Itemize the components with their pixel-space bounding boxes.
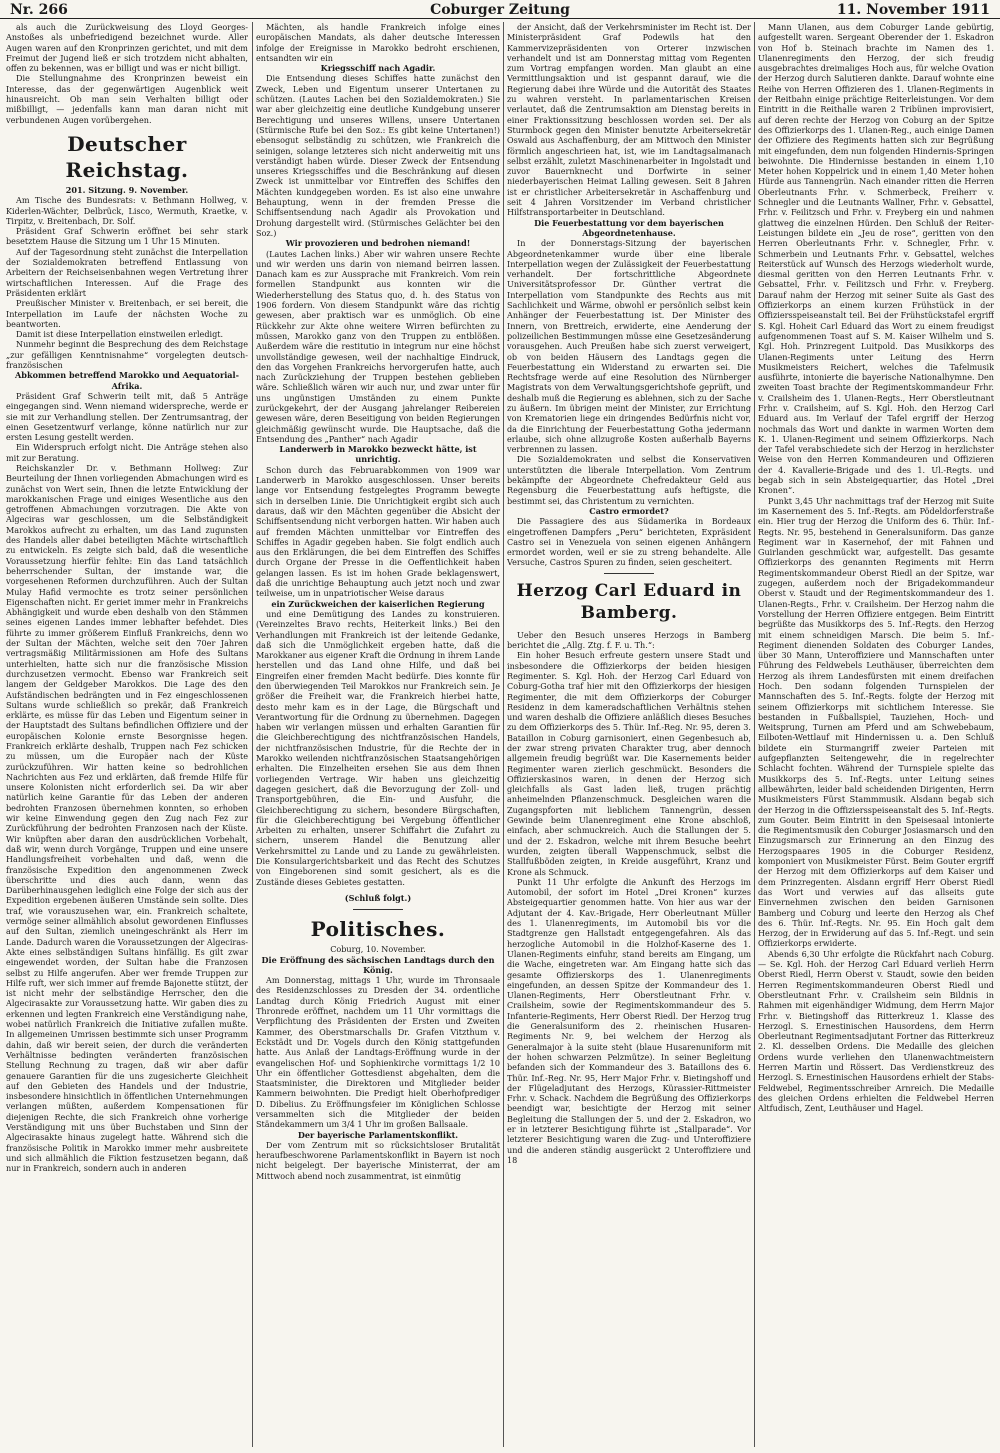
subheading: Kriegsschiff nach Agadir. (320, 63, 436, 74)
paragraph: Preußischer Minister v. Breitenbach, er sei bereit, die Interpellation im Laufe der nächsten Woche zu beantworten. (6, 298, 248, 329)
section-heading-reichstag: Deutscher Reichstag. (65, 131, 189, 182)
paragraph: der Ansicht, daß der Verkehrsminister im Recht ist. Der Ministerpräsident Graf Podewils hat den Kammervizepräsidenten von Orterer inzwischen verhandelt und ist am Donnerstag mittag vom Regenten zum Vortrag empfangen worden. Man glaubt an eine Vermittlungsaktion und ist gespannt darauf, wie die Regierung dabei ihre Würde und die Autorität des Staates zu wahren versteht. In parlamentarischen Kreisen verlautet, daß die Zentrumsaktion am Dienstag bereits in einer Fraktionssitzung beschlossen worden sei. Der als Sturmbock gegen den Minister benutzte Arbeitersekretär Oswald aus Aschaffenburg, der am Mittwoch den Minister förmlich angeschrieen hat, ist, wie im Landtagsalmanach selbst erzählt, zuletzt Maschinenarbeiter in Ingolstadt und zuvor Bauernknecht und Dorfwirte in seiner niederbayerischen Heimat Lalling gewesen. Seit 8 Jahren ist er christlicher Arbeitersekretär in Aschaffenburg und seit 4 Jahren Vorsitzender im Verband christlicher Hilfstransportarbeiter in Deutschland. (507, 22, 751, 218)
section-heading-herzog: Herzog Carl Eduard in Bamberg. (516, 580, 742, 623)
paragraph: Punkt 3,45 Uhr nachmittags traf der Herzog mit Suite im Kasernement des 5. Inf.-Regts. am Pödeldorferstraße ein. Hier trug der Herzog die Uniform des 6. Thür. Inf.-Regts. Nr. 95, bestehend in Generalsuniform. Das ganze Regiment war in Kasernehof, der mit Fahnen und Guirlanden geschmückt war, aufgestellt. Das gesamte Offizierkorps des genannten Regiments mit Herrn Regimentskommandeur Oberst Riedl an der Spitze, war zugegen, außerdem noch der Brigadekommandeur Oberst v. Staudt und der Regimentskommandeur des 1. Ulanen-Regts., Frhr. v. Crailsheim. Der Herzog nahm die Vorstellung der Herren Offiziere entgegen. Beim Eintritt begrüßte das Musikkorps des 5. Inf.-Regts. den Herzog mit einem schneidigen Marsch. Die beim 5. Inf.-Regiment dienenden Soldaten des Coburger Landes, über 30 Mann, Unteroffiziere und Mannschaften unter Führung des Feldwebels Leuthäuser, überreichten dem Herzog als ihrem Landesfürsten mit einem dreifachen Hoch. Den sodann folgenden Turnspielen der Mannschaften des 5. Inf.-Regts. folgte der Herzog mit seinem Offizierkorps mit sichtlichem Interesse. Sie bestanden in Fußballspiel, Tauziehen, Hoch- und Weitsprung, Turnen am Pferd und am Schwebebaum, Eilboten-Wettlauf mit Hindernissen u. a. Den Schluß bildete ein Sturmangriff zweier Parteien mit aufgepflanzten Seitengewehr, die in regelrechter Schlacht fochten. Während der Turnspiele spielte das Musikkorps des 5. Inf.-Regts. unter Leitung seines allbewährten, leider bald scheidenden Dirigenten, Herrn Musikmeisters Fürst Stammmusik. Alsdann begab sich der Herzog in die Offiziersspeiseanstalt des 5. Inf.-Regts. zum Gouter. Beim Eintritt in den Speisesaal intonierte die Regimentsmusik den Coburger Josiasmarsch und den Einzugsmarsch zur Erinnerung an den Einzug des Herzogspaares 1905 in die Coburger Residenz, komponiert von Musikmeister Fürst. Beim Gouter ergriff der Herzog mit dem Offizierkorps auf dem Kaiser und dem Prinzregenten. Alsdann ergriff Herr Oberst Riedl das Wort und verwies auf das allseits gute Einvernehmen zwischen den beiden Garnisonen Bamberg und Coburg und leerte den Herzog als Chef des 6. Thür. Inf.-Regts. Nr. 95. Ein Hoch galt dem Herzog, der in Erwiderung auf das 5. Inf.-Regt. und sein Offizierkorps erwiderte. (758, 495, 994, 949)
paragraph: Mächten, als handle Frankreich infolge eines europäischen Mandats, als daher deutsche Interessen infolge der Ereignisse in Marokko bedroht erschienen, entsandten wir ein (256, 22, 500, 63)
subheading: Die Eröffnung des sächsischen Landtags durch den König. (261, 954, 495, 975)
paragraph: Am Donnerstag, mittags 1 Uhr, wurde im Thronsaale des Residenzschlosses zu Dresden der 34. ordentliche Landtag durch König Friedrich August mit einer Thronrede eröffnet, nachdem um 11 Uhr vormittags die Verpflichtung des Präsidenten der Ersten und Zweiten Kammer, des Oberstmarschalls Dr. Grafen Vitzthum v. Eckstädt und Dr. Vogels durch den König stattgefunden hatte. Aus Anlaß der Landtags-Eröffnung wurde in der evangelischen Hof- und Sophienkirche vormittags 1/2 10 Uhr ein öffentlicher Gottesdienst abgehalten, dem die Staatsminister, die Direktoren und Mitglieder beider Kammern beiwohnten. Die Predigt hielt Oberhofprediger D. Dibelius. Zu Eröffnungsfeier im Königlichen Schlosse versammelten sich die Mitglieder der beiden Ständekammern um 3/4 1 Uhr im großen Ballsaale. (256, 975, 500, 1130)
paragraph: Die Passagiere des aus Südamerika in Bordeaux eingetroffenen Dampfers „Peru“ berichteten, Expräsident Castro sei in Venezuela von seinen eigenen Anhängern ermordet worden, weil er sie zu streng behandelte. Alle Versuche, Castros Spuren zu finden, seien gescheitert. (507, 516, 751, 568)
paragraph: Am Tische des Bundesrats: v. Bethmann Hollweg, v. Kiderlen-Wächter, Delbrück, Lisco, Wermuth, Kraetke, v. Tirpitz, v. Breitenbach, Dr. Solf. (6, 195, 248, 226)
section-heading-politisches: Politisches. (310, 917, 446, 942)
paragraph: als auch die Zurückweisung des Lloyd Georges-Anstoßes als unbefriedigend bezeichnet wurde. Aller Augen waren auf den Kronprinzen gerichtet, und mit dem Freimut der Jugend ließ er sich trotzdem nicht abhalten, offen zu bekennen, was er billigt und was er nicht billigt. (6, 22, 248, 74)
subheading: Wir provozieren und bedrohen niemand! (285, 238, 471, 249)
paragraph: In der Donnerstags-Sitzung der bayerischen Abgeordnetenkammer wurde über eine liberale Interpellation wegen der Zulässigkeit der Feuerbestattung verhandelt. Der fortschrittliche Abgeordnete Universitätsprofessor Dr. Günther vertrat die Interpellation vom Standpunkte des Rechts aus mit Sachlichkeit und Wärme, obwohl er persönlich selbst kein Anhänger der Feuerbestattung ist. Der Minister des Innern, von Brettreich, erwiderte, eine Aenderung der polizeilichen Bestimmungen müsse eine Gesetzesänderung vorausgehen. Auch Preußen habe sich zuerst verweigert, ob von beiden Häusern des Landtags gegen die Feuerbestattung ein Widerstand zu erwarten sei. Die Rechtsfrage werde auf eine Resolution des Nürnberger Magistrats von dem Verwaltungsgerichtshofe geprüft, und deshalb muß die Regierung es ablehnen, sich zu der Sache zu äußern. Im übrigen meint der Minister, zur Errichtung von Krematorien liege ein dringendes Bedürfnis nicht vor, da die Einrichtung der Feuerbestattung Gotha jedermann erlaube, sich ohne allzugroße Kosten außerhalb Bayerns verbrennen zu lassen. (507, 238, 751, 455)
column-2 (256, 22, 500, 1447)
paragraph: Die Entsendung dieses Schiffes hatte zunächst den Zweck, Leben und Eigentum unserer Untertanen zu schützen. (Lautes Lachen bei den Sozialdemokraten.) Sie war aber gleichzeitig eine deutliche Kundgebung unserer Berechtigung und unseres Willens, unsere Untertanen (Stürmische Rufe bei den Soz.: Es gibt keine Untertanen!) ebensogut selbständig zu schützen, wie Frankreich die seinigen, solange letzteres sich nicht anderweitig mit uns verständigt haben würde. Dieser Zweck der Entsendung unseres Kriegsschiffes und die Beschränkung auf diesen Zweck ist unmittelbar vor Eintreffen des Schiffes den Mächten kundgegeben worden. Es ist also eine unwahre Behauptung, wenn in der fremden Presse die Schiffsentsendung nach Agadir als Provokation und Drohung dargestellt wird. (Stürmisches Gelächter bei den Soz.) (256, 73, 500, 238)
paragraph: Damit ist diese Interpellation einstweilen erledigt. (16, 329, 224, 340)
dateline: Coburg, 10. November. (330, 944, 426, 955)
masthead (0, 0, 1000, 19)
paragraph: Mann Ulanen, aus dem Coburger Lande gebürtig, aufgestellt waren. Sergeant Oberender der 1. Eskadron von Hof b. Steinach brachte im Namen des 1. Ulanenregiments den Herzog, der sich freudig ausgebrachtes dreimaliges Hoch aus, für welche Ovation der Herzog durch Salutieren dankte. Darauf wohnte eine Reihe von Herren Offizieren des 1. Ulanen-Regiments in der Reitbahn einige prächtige Reiterleistungen. Vor dem Eintritt in die Reithalle waren 2 Tribünen improvisiert, auf deren rechte der Herzog von Coburg an der Spitze des Offizierkorps des 1. Ulanen-Reg., auch einige Damen der Offiziere des Regiments hatten sich zur Begrüßung mit eingefunden, dem nun folgenden Hindernis-Springen beiwohnte. Die Hindernisse bestanden in einem 1,10 Meter hohen Koppelrick und in einem 1,40 Meter hohen Hürde aus Tannengrün. Nach einander ritten die Herren Oberleutnants Frhr. v. Schmerbeck, Freiherr v. Schnegler und die Leutnants Wallner, Frhr. v. Gebsattel, Frhr. v. Feilitzsch und Frhr. v. Freyberg ein und nahmen glattweg die einzelnen Hürden. Den Schluß der Reiter-Leistungen bildete ein „Jeu de rose“, geritten von den Herren Oberleutnants Frhr. v. Schnegler, Frhr. v. Schmerbein und Leutnants Frhr. v. Gebsattel, welches Reiterstück auf Wunsch des Herzogs wiederholt wurde, diesmal geritten von den Herren Leutnants Frhr. v. Gebsattel, Frhr. v. Feilitzsch und Frhr. v. Freyberg. Darauf nahm der Herzog mit seiner Suite als Gast des Offizierkorps an einem kurzen Frühstück in der Offiziersspeiseanstalt teil. Bei der Frühstückstafel ergriff S. Kgl. Hoheit Carl Eduard das Wort zu einem freudigst aufgenommenen Toast auf S. M. Kaiser Wilhelm und S. Kgl. Hoh. Prinzregent Luitpold. Das Musikkorps des Ulanen-Regiments unter Leitung des Herrn Musikmeisters Reichert, welches die Tafelmusik ausführte, intonierte die bayerische Nationalhymne. Den zweiten Toast brachte der Regimentskommandeur Frhr. v. Crailsheim des 1. Ulanen-Regts., Herr Oberstleutnant Frhr. v. Crailsheim, auf S. Kgl. Hoh. den Herzog Carl Eduard aus. Im Verlauf der Tafel ergriff der Herzog nochmals das Wort und dankte in warmen Worten dem K. 1. Ulanen-Regiment und seinem Offizierkorps. Nach der Tafel verabschiedete sich der Herzog in herzlichster Weise von den Herren Kommandeuren und Offizieren der 4. Kavallerie-Brigade und des 1. Ul.-Regts. und begab sich in sein Absteigequartier, das Hotel „Drei Kronen“. (758, 22, 994, 496)
paragraph: Punkt 11 Uhr erfolgte die Ankunft des Herzogs im Automobil, der sofort im Hotel „Drei Kronen“ kurzes Absteigequartier genommen hatte. Von hier aus war der Adjutant der 4. Kav.-Brigade, Herr Oberleutnant Müller des 1. Ulanenregiments, im Automobil bis vor die Stadtgrenze gen Hallstadt entgegengefahren. Als das herzogliche Automobil in die Holzhof-Kaserne des 1. Ulanen-Regiments einfuhr, stand bereits am Eingang, um die Wache, eingetreten war. Am Eingang hatte sich das gesamte Offizierskorps des 1. Ulanenregiments eingefunden, an dessen Spitze der Kommandeur des 1. Ulanen-Regiments, Herr Oberstleutnant Frhr. v. Crailsheim, sowie der Regimentskommandeur des 5. Infanterie-Regiments, Herr Oberst Riedl. Der Herzog trug die Generalsuniform des 2. rheinischen Husaren-Regiments Nr. 9, bei welchem der Herzog als Generalmajor à la suite steht (blaue Husarenuniform mit der hohen schwarzen Pelzmütze). In seiner Begleitung befanden sich der Kommandeur des 3. Bataillons des 6. Thür. Inf.-Reg. Nr. 95, Herr Major Frhr. v. Bietingshoff und der Flügeladjutant des Herzogs, Kürassier-Rittmeister Frhr. v. Schack. Nachdem die Begrüßung des Offizierkorps beendigt war, besichtigte der Herzog mit seiner Begleitung die Stallungen der 5. und der 2. Eskadron, wo er in letzterer Besichtigung führte ist „Stallparade“. Vor letzterer Besichtigung waren die Zug- und Unteroffiziere und die anderen ständig ausgerückt 2 Unteroffiziere und 18 (507, 876, 751, 1165)
to-be-continued: (Schluß folgt.) (344, 892, 412, 903)
separator (604, 573, 654, 574)
subheading: ein Zurückweichen der kaiserlichen Regierung (271, 598, 485, 609)
subheading: Die Feuerbestattung vor dem bayerischen Abgeordnetenhause. (534, 217, 724, 238)
subheading: Abkommen betreffend Marokko und Aequatorial-Afrika. (15, 370, 239, 391)
paragraph: Auf der Tagesordnung steht zunächst die Interpellation der Sozialdemokraten betreffend Entlassung von Arbeitern der Reichseisenbahnen wegen Vertretung ihrer wirtschaftlichen Interessen. Auf die Frage des Präsidenten erklärt (6, 246, 248, 298)
paragraph: (Lautes Lachen links.) Aber wir wahren unsere Rechte und wir werden uns darin von niemand beirren lassen. Danach kam es zur Aussprache mit Frankreich. Vom rein formellen Standpunkt aus konnten wir die Wiederherstellung des Status quo, d. h. des Status von 1906 fordern. Von diesem Standpunkt wäre das richtig gewesen, aber praktisch war es unmöglich. Ob eine Rückkehr zur Akte ohne weitere Wirren befürchten zu müssen, Marokko ganz von den Truppen zu entblößen. Außerdem wäre die restitutio in integrum nur eine höchst unvollständige gewesen, weil der nachhaltige Eindruck, den das Vorgehen Frankreichs hervorgerufen hatte, auch nach Zurückziehung der Truppen bestehen geblieben wäre. Schließlich wären wir auch nur, und zwar unter für uns ungünstigen Umständen zu einem Punkte zurückgekehrt, der der Ausgang jahrelanger Reibereien gewesen wäre, deren Beseitigung von beiden Regierungen gleichmäßig gewünscht wurde. Die Hauptsache, daß die Entsendung des „Panther“ nach Agadir (256, 248, 500, 444)
newspaper-title: Coburger Zeitung (430, 2, 570, 18)
paragraph: Die Stellungnahme des Kronprinzen beweist ein Interesse, das der gegenwärtigen Augenblick weit hinausreicht. Ob man sein Verhalten billigt oder mißbilligt, — jedenfalls kann man daran nicht mit verbundenen Augen vorübergehen. (6, 73, 248, 125)
separator (353, 909, 403, 910)
paragraph: Ein Widerspruch erfolgt nicht. Die Anträge stehen also mit zur Beratung. (6, 442, 248, 463)
issue-date: 11. November 1911 (836, 2, 990, 18)
subheading: Castro ermordet? (589, 505, 669, 516)
paragraph: Schon durch das Februarabkommen von 1909 war Landerwerb in Marokko ausgeschlossen. Unser bereits lange vor Entsendung festgelegtes Programm bewegte sich in derselben Linie. Die Unrichtigkeit ergibt sich auch daraus, daß wir den Mächten gegenüber die Absicht der Schiffsentsendung nicht verborgen hatten. Wir haben auch auf fremden Mächten unmittelbar vor Eintreffen des Schiffes in Agadir gegeben haben. Sie folgt endlich auch aus den Erklärungen, die bei dem Eintreffen des Schiffes durch Organe der Presse in die Oeffentlichkeit haben gelangen lassen. Es ist im hohen Grade beklagenswert, daß die unrichtige Behauptung auch jetzt noch und zwar teilweise, um in unpatriotischer Weise daraus (256, 464, 500, 599)
column-divider (252, 22, 253, 1447)
paragraph: Präsident Graf Schwerin teilt mit, daß 5 Anträge eingegangen sind. Wenn niemand widerspreche, werde er sie mit zur Verhandlung stellen. Der Zentrumsantrag, der einen Gesetzentwurf verlange, könne natürlich nur zur ersten Lesung gestellt werden. (6, 390, 248, 443)
column-4 (758, 22, 994, 1447)
column-divider (754, 22, 755, 1447)
paragraph: Abends 6,30 Uhr erfolgte die Rückfahrt nach Coburg. — Se. Kgl. Hoh. der Herzog Carl Eduard verlieh Herrn Oberst Riedl, Herrn Oberst v. Staudt, sowie den beiden Herren Regimentskommandeuren Oberst Riedl und Oberstleutnant Frhr. v. Crailsheim sein Bildnis in Rahmen mit eigenhändiger Widmung, dem Herrn Major Frhr. v. Bietingshoff das Ritterkreuz 1. Klasse des Herzogl. S. Ernestinischen Hausordens, dem Herrn Oberleutnant Regimentsadjutant Fortner das Ritterkreuz 2. Kl. desselben Ordens. Die Medaille des gleichen Ordens wurde verliehen den Ulanenwachtmeistern Herren Martin und Rössert. Das Verdienstkreuz des Herzogl. S. Ernestinischen Hausordens erhielt der Stabs-Feldwebel, Regimentsschreiber Arnreich. Die Medaille des gleichen Ordens erhielten die Feldwebel Herren Altfudisch, Zent, Leuthäuser und Hagel. (758, 948, 994, 1114)
paragraph: Der vom Zentrum mit so rücksichtsloser Brutalität heraufbeschworene Parlamentskonflikt in Bayern ist noch nicht beigelegt. Der bayerische Ministerrat, der am Mittwoch abend noch zusammentrat, ist einmütig (256, 1139, 500, 1181)
paragraph: und eine Demütigung des Landes zu konstruieren. (Vereinzeltes Bravo rechts, Heiterkeit links.) Bei den Verhandlungen mit Frankreich ist der leitende Gedanke, daß sich die Unmöglichkeit ergeben hatte, daß die Marokkaner aus eigener Kraft die Ordnung in ihrem Lande herstellen und das Land ohne Hilfe, und daß bei Eingreifen einer fremden Macht bedürfe. Dies konnte für den überwiegenden Teil Marokkos nur Frankreich sein. Je größer die Freiheit war, die Frankreich hierbei hatte, desto mehr kam es in der Lage, die Bürgschaft und Verantwortung für die Ordnung zu übernehmen. Dagegen haben wir verlangen müssen und erhalten Garantien für die Gleichberechtigung des nichtfranzösischen Handels, der nichtfranzösischen Industrie, für die Rechte der in Marokko weilenden nichtfranzösischen Staatsangehörigen erhalten. Die Einzelheiten ersehen Sie aus dem Ihnen vorliegenden Vertrage. Wir haben uns gleichzeitig dagegen gesichert, daß die Bevorzugung der Zoll- und Transportgebühren, die Ein- und Ausfuhr, die Gleichberechtigung zu sichern, besondere Bürgschaften, für die Gleichberechtigung bei Vergebung öffentlicher Arbeiten zu erhalten, unserer Schiffahrt die Zufahrt zu sichern, unserem Handel die Benutzung aller Verkehrsmittel zu Lande und zu Lande zu gewährleisten. Die Konsulargerichtsbarkeit und das Recht des Schutzes von Eingeborenen sind somit gesichert, als es die Zustände dieses Gebietes gestatten. (256, 608, 500, 887)
column-1 (6, 22, 248, 1447)
paragraph: Ueber den Besuch unseres Herzogs in Bamberg berichtet die „Allg. Ztg. f. F. u. Th.“: (507, 629, 751, 651)
page-number: Nr. 266 (10, 2, 68, 18)
paragraph: Die Sozialdemokraten und selbst die Konservativen unterstützten die liberale Interpellation. Vom Zentrum bekämpfte der Abgeordnete Chefredakteur Geld aus Regensburg die Feuerbestattung aufs heftigste, die bestimmt sei, das Christentum zu vernichten. (507, 454, 751, 506)
column-divider (503, 22, 504, 1447)
subheading: Landerwerb in Marokko bezweckt hätte, ist unrichtig. (279, 444, 477, 465)
paragraph: Nunmehr beginnt die Besprechung des dem Reichstage „zur gefälligen Kenntnisnahme“ vorgelegten deutsch-französischen (6, 339, 248, 371)
subheading: Der bayerische Parlamentskonflikt. (297, 1129, 459, 1140)
column-3 (507, 22, 751, 1447)
paragraph: Präsident Graf Schwerin eröffnet bei sehr stark besetztem Hause die Sitzung um 1 Uhr 15 Minuten. (6, 226, 248, 247)
paragraph: Reichskanzler Dr. v. Bethmann Hollweg: Zur Beurteilung der Ihnen vorliegenden Abmachungen wird es zunächst von Wert sein, Ihnen die letzte Entwicklung der marokkanischen Frage und einiges Wesentliche aus den getroffenen Abmachungen vorzutragen. Die Akte von Algeciras war geschlossen, um die Selbständigkeit Marokkos aufrecht zu erhalten, um das Land zugunsten des Handels aller dabei beteiligten Mächte wirtschaftlich zu entwickeln. Es zeigte sich bald, daß die wesentliche Voraussetzung hierfür fehlte: Ein das Land tatsächlich beherrschender Sultan, der imstande war, die vorgesehenen Reformen durchzuführen. Auch der Sultan Mulay Hafid vermochte es trotz seiner persönlichen Eigenschaften nicht. Er geriet immer mehr in Frankreichs Abhängigkeit und wurde eben deshalb von den Stämmen seines eigenen Landes immer lebhafter befehdet. Dies führte zu immer größerem Einfluß Frankreichs, denn wo der Sultan der Mächten, welche seit den 70er Jahren vertragsmäßig Militärmissionen am Hofe des Sultans unterhielten, hatte sich nur die französische Mission durchzusetzen vermocht. Ebenso war Frankreich seit langem der Geldgeber Marokkos. Die Lage des den Aufständischen bedrängten und in Fez eingeschlossenen Sultans wurde schließlich so prekär, daß Frankreich erklärte, es müsse für das Leben und Eigentum seiner in der Hauptstadt des Sultans befindlichen Offiziere und der europäischen Kolonie ernste Besorgnisse hegen. Frankreich erklärte deshalb, Truppen nach Fez schicken zu müssen, um die Europäer nach der Küste zurückzuführen. Wir hatten keine so bedrohlichen Nachrichten aus Fez und erklärten, daß fremde Hilfe für unsere Kolonisten nicht erforderlich sei. Da wir aber natürlich keine Garantie für das Leben der anderen bedrohten Franzosen übernehmen konnten, so erhoben wir keine Einwendung gegen den Zug nach Fez zur Zurückführung der bedrohten Franzosen nach der Küste. Wir knüpften aber daran den ausdrücklichen Vorbehalt, daß wir, wenn durch Vorgänge, Truppen und eine unsere Handlungsfreiheit vorbehalten und daß, wenn die französische Expedition den angenommenen Zweck überschritte und dies auch dann, wenn das Darüberhinausgehen lediglich eine Folge der sich aus der Expedition ergebenen äußeren Umstände sein sollte. Dies traf, wie vorauszusehen war, ein. Frankreich schaltete, vermöge seiner allmählich absolut gewordenen Einflusses auf den Sultan, ziemlich uneingeschränkt als Herr im Lande. Dadurch waren die Voraussetzungen der Algeciras-Akte eines selbständigen Sultans hinfällig. Es gilt zwar eingewendet worden, der Sultan habe die Franzosen selbst zu Hilfe angerufen. Aber wer fremde Truppen zur Hilfe ruft, wer sich immer auf fremde Bajonette stützt, der ist nicht mehr der selbständige Herrscher, den die Algecirasakte zur Voraussetzung hatte. Wir gaben dies zu erkennen und legten Frankreich eine Verständigung nahe, wobei natürlich Frankreich die Initiative zufallen mußte. In allgemeinen Umrissen bestimmte sich unser Programm dahin, daß wir bereit seien, der durch die veränderten Verhältnisse bedingten veränderten französischen Stellung Rechnung zu tragen, daß wir aber dafür genauere Garantien für die uns zugesicherte Gleichheit auf den Gebieten des Handels und der Industrie, insbesondere hinsichtlich in öffentlichen Unternehmungen verlangen müßten, außerdem Kompensationen für diejenigen Rechte, die sich Frankreich ohne vorherige Verständigung mit uns über Buchstaben und Sinn der Algecirasakte hinaus zugelegt hatte. Während sich die französische Politik in Marokko immer mehr ausbreitete und sich allmählich die Fiktion festzusetzen begann, daß nur in Frankreich, sondern auch in anderen (6, 462, 248, 1174)
session-line: 201. Sitzung. 9. November. (65, 184, 189, 195)
paragraph: Ein hoher Besuch erfreute gestern unsere Stadt und insbesondere die Offizierkorps der beiden hiesigen Regimenter. S. Kgl. Hoh. der Herzog Carl Eduard von Coburg-Gotha traf hier mit den Offizierkorps der hiesigen Regimenter, die mit dem Offizierkorps der Coburger Residenz in dem kameradschaftlichen Verhältnis stehen und waren deshalb die Offiziere anläßlich dieses Besuches zu dem Offizierkorps des 5. Thür. Inf.-Reg. Nr. 95, deren 3. Bataillon in Coburg garnisoniert, einen Gegenbesuch ab, der zwar streng privaten Charakter trug, aber dennoch allgemein freudig begrüßt war. Die Kasernements beider Regimenter waren zierlich geschmückt. Besonders die Offizierskasinos waren, in denen der Herzog sich gleichfalls als Gast laden ließ, trugen prächtig anheimelnden Pflanzenschmuck. Desgleichen waren die Zugangspforten mit lieblichem Tannengrün, dessen Gewinde beim Ulanenregiment eine Krone abschloß, einfach, aber schmuckreich. Auch die Stallungen der 5. und der 2. Eskadron, welche mit ihrem Besuche beehrt wurden, zeigten überall Wappenschmuck, selbst die Stallfußböden zeigten, in Kreide ausgeführt, Kranz und Krone als Schmuck. (507, 650, 751, 877)
